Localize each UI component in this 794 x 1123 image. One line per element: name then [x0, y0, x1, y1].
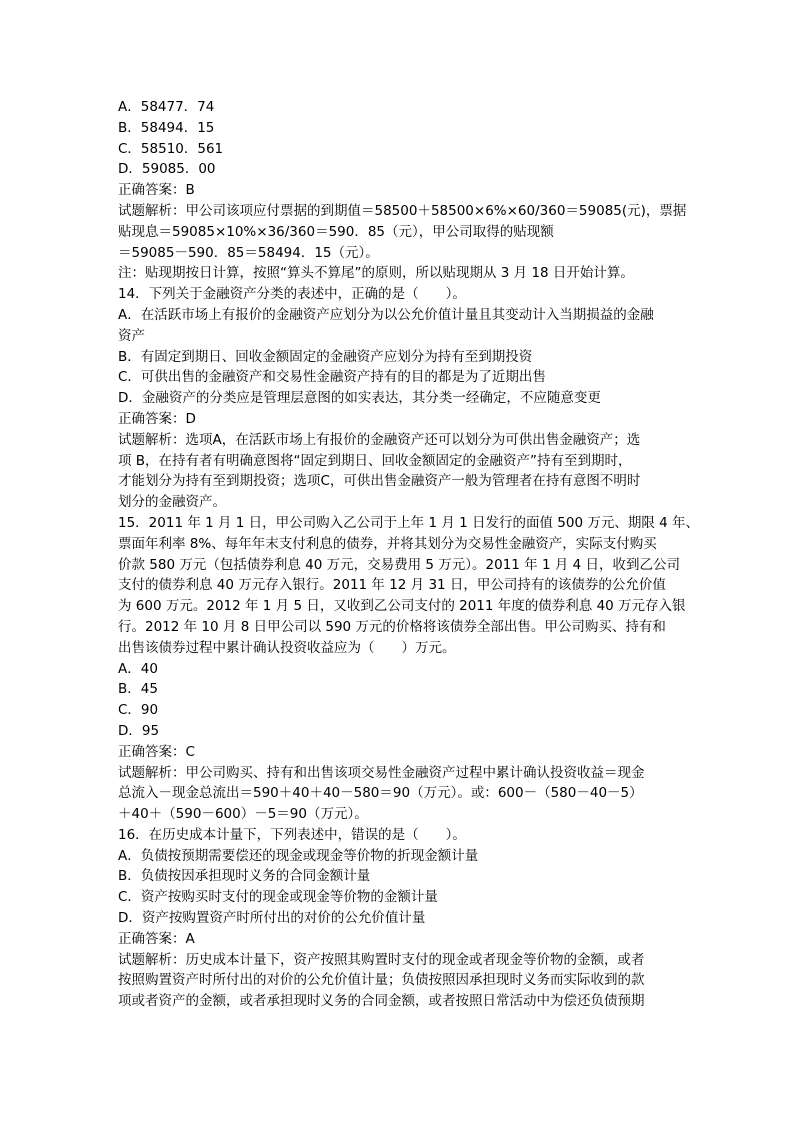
text-line: ＝59085－590．85＝58494．15（元）。 — [118, 244, 379, 261]
text-line: 试题解析：甲公司该项应付票据的到期值＝58500＋58500×6%×60/360＝59085(元)，票据 — [118, 202, 687, 219]
text-line: 正确答案：C — [118, 743, 195, 760]
text-line: A．负债按预期需要偿还的现金或现金等价物的折现金额计量 — [118, 847, 479, 864]
text-line: D．95 — [118, 722, 160, 739]
text-line: A．58477．74 — [118, 99, 215, 115]
text-line: 试题解析：历史成本计量下，资产按照其购置时支付的现金或者现金等价物的金额，或者 — [118, 951, 645, 968]
question-16 — [118, 825, 688, 1012]
question-14 — [118, 284, 688, 513]
text-line: 票面年利率 8%、每年年末支付利息的债券，并将其划分为交易性金融资产，实际支付购买 — [118, 535, 657, 552]
text-line: 总流入－现金总流出＝590＋40＋40－580＝90（万元）。或：600－（580－40－5） — [118, 785, 643, 802]
text-line: 正确答案：B — [118, 182, 195, 199]
text-line: 试题解析：甲公司购买、持有和出售该项交易性金融资产过程中累计确认投资收益＝现金 — [118, 764, 645, 781]
text-line: 按照购置资产时所付出的对价的公允价值计量；负债按照因承担现时义务而实际收到的款 — [118, 972, 645, 989]
text-line: 支付的债券利息 40 万元存入银行。2011 年 12 月 31 日，甲公司持有的该债券的公允价值 — [118, 577, 666, 594]
text-line: C．58510．561 — [118, 140, 224, 157]
text-line: 行。2012 年 10 月 8 日甲公司以 590 万元的价格将该债券全部出售。甲公司购买、持有和 — [118, 618, 666, 635]
text-line: 才能划分为持有至到期投资；选项C，可供出售金融资产一般为管理者在持有意图不明时 — [118, 473, 641, 490]
question-13-tail — [118, 97, 688, 284]
text-line: 16．在历史成本计量下，下列表述中，错误的是（ ）。 — [118, 826, 466, 843]
document-page — [118, 97, 700, 1012]
text-line: 出售该债券过程中累计确认投资收益应为（ ）万元。 — [118, 639, 456, 656]
text-line: ＋40＋（590－600）－5＝90（万元）。 — [118, 806, 368, 823]
text-line: C．可供出售的金融资产和交易性金融资产持有的目的都是为了近期出售 — [118, 369, 546, 386]
text-line: 注：贴现期按日计算，按照“算头不算尾”的原则，所以贴现期从 3 月 18 日开始计算。 — [118, 265, 634, 282]
text-line: C．90 — [118, 702, 159, 719]
text-line: B．负债按因承担现时义务的合同金额计量 — [118, 868, 371, 885]
text-line: 项或者资产的金额，或者承担现时义务的合同金额，或者按照日常活动中为偿还负债预期 — [118, 993, 645, 1010]
text-line: 贴现息＝59085×10%×36/360＝590．85（元），甲公司取得的贴现额 — [118, 223, 554, 240]
text-line: D．金融资产的分类应是管理层意图的如实表达，其分类一经确定，不应随意变更 — [118, 390, 601, 407]
text-line: A．40 — [118, 660, 158, 677]
text-line: 价款 580 万元（包括债券利息 40 万元，交易费用 5 万元）。2011 年 1 月 4 日，收到乙公司 — [118, 556, 681, 573]
text-line: 试题解析：选项A，在活跃市场上有报价的金融资产还可以划分为可供出售金融资产；选 — [118, 431, 641, 448]
text-line: D．资产按购置资产时所付出的对价的公允价值计量 — [118, 910, 426, 927]
text-line: 资产 — [118, 327, 145, 344]
text-line: 划分的金融资产。 — [118, 494, 226, 511]
text-line: C．资产按购买时支付的现金或现金等价物的金额计量 — [118, 889, 438, 906]
text-line: 14．下列关于金融资产分类的表述中，正确的是（ ）。 — [118, 286, 466, 303]
question-15 — [118, 513, 700, 825]
text-line: 为 600 万元。2012 年 1 月 5 日，又收到乙公司支付的 2011 年度的债券利息 40 万元存入银 — [118, 598, 686, 615]
text-line: A．在活跃市场上有报价的金融资产应划分为以公允价值计量且其变动计入当期损益的金融 — [118, 306, 654, 323]
text-line: B．45 — [118, 681, 158, 698]
text-line: D．59085．00 — [118, 161, 216, 178]
text-line: 正确答案：D — [118, 410, 196, 427]
text-line: 正确答案：A — [118, 930, 195, 947]
text-line: 15．2011 年 1 月 1 日，甲公司购入乙公司于上年 1 月 1 日发行的面值 500 万元、期限 4 年、 — [118, 514, 700, 531]
text-line: 项 B，在持有者有明确意图将“固定到期日、回收金额固定的金融资产”持有至到期时， — [118, 452, 632, 469]
text-line: B．58494．15 — [118, 119, 215, 136]
text-line: B．有固定到期日、回收金额固定的金融资产应划分为持有至到期投资 — [118, 348, 533, 365]
